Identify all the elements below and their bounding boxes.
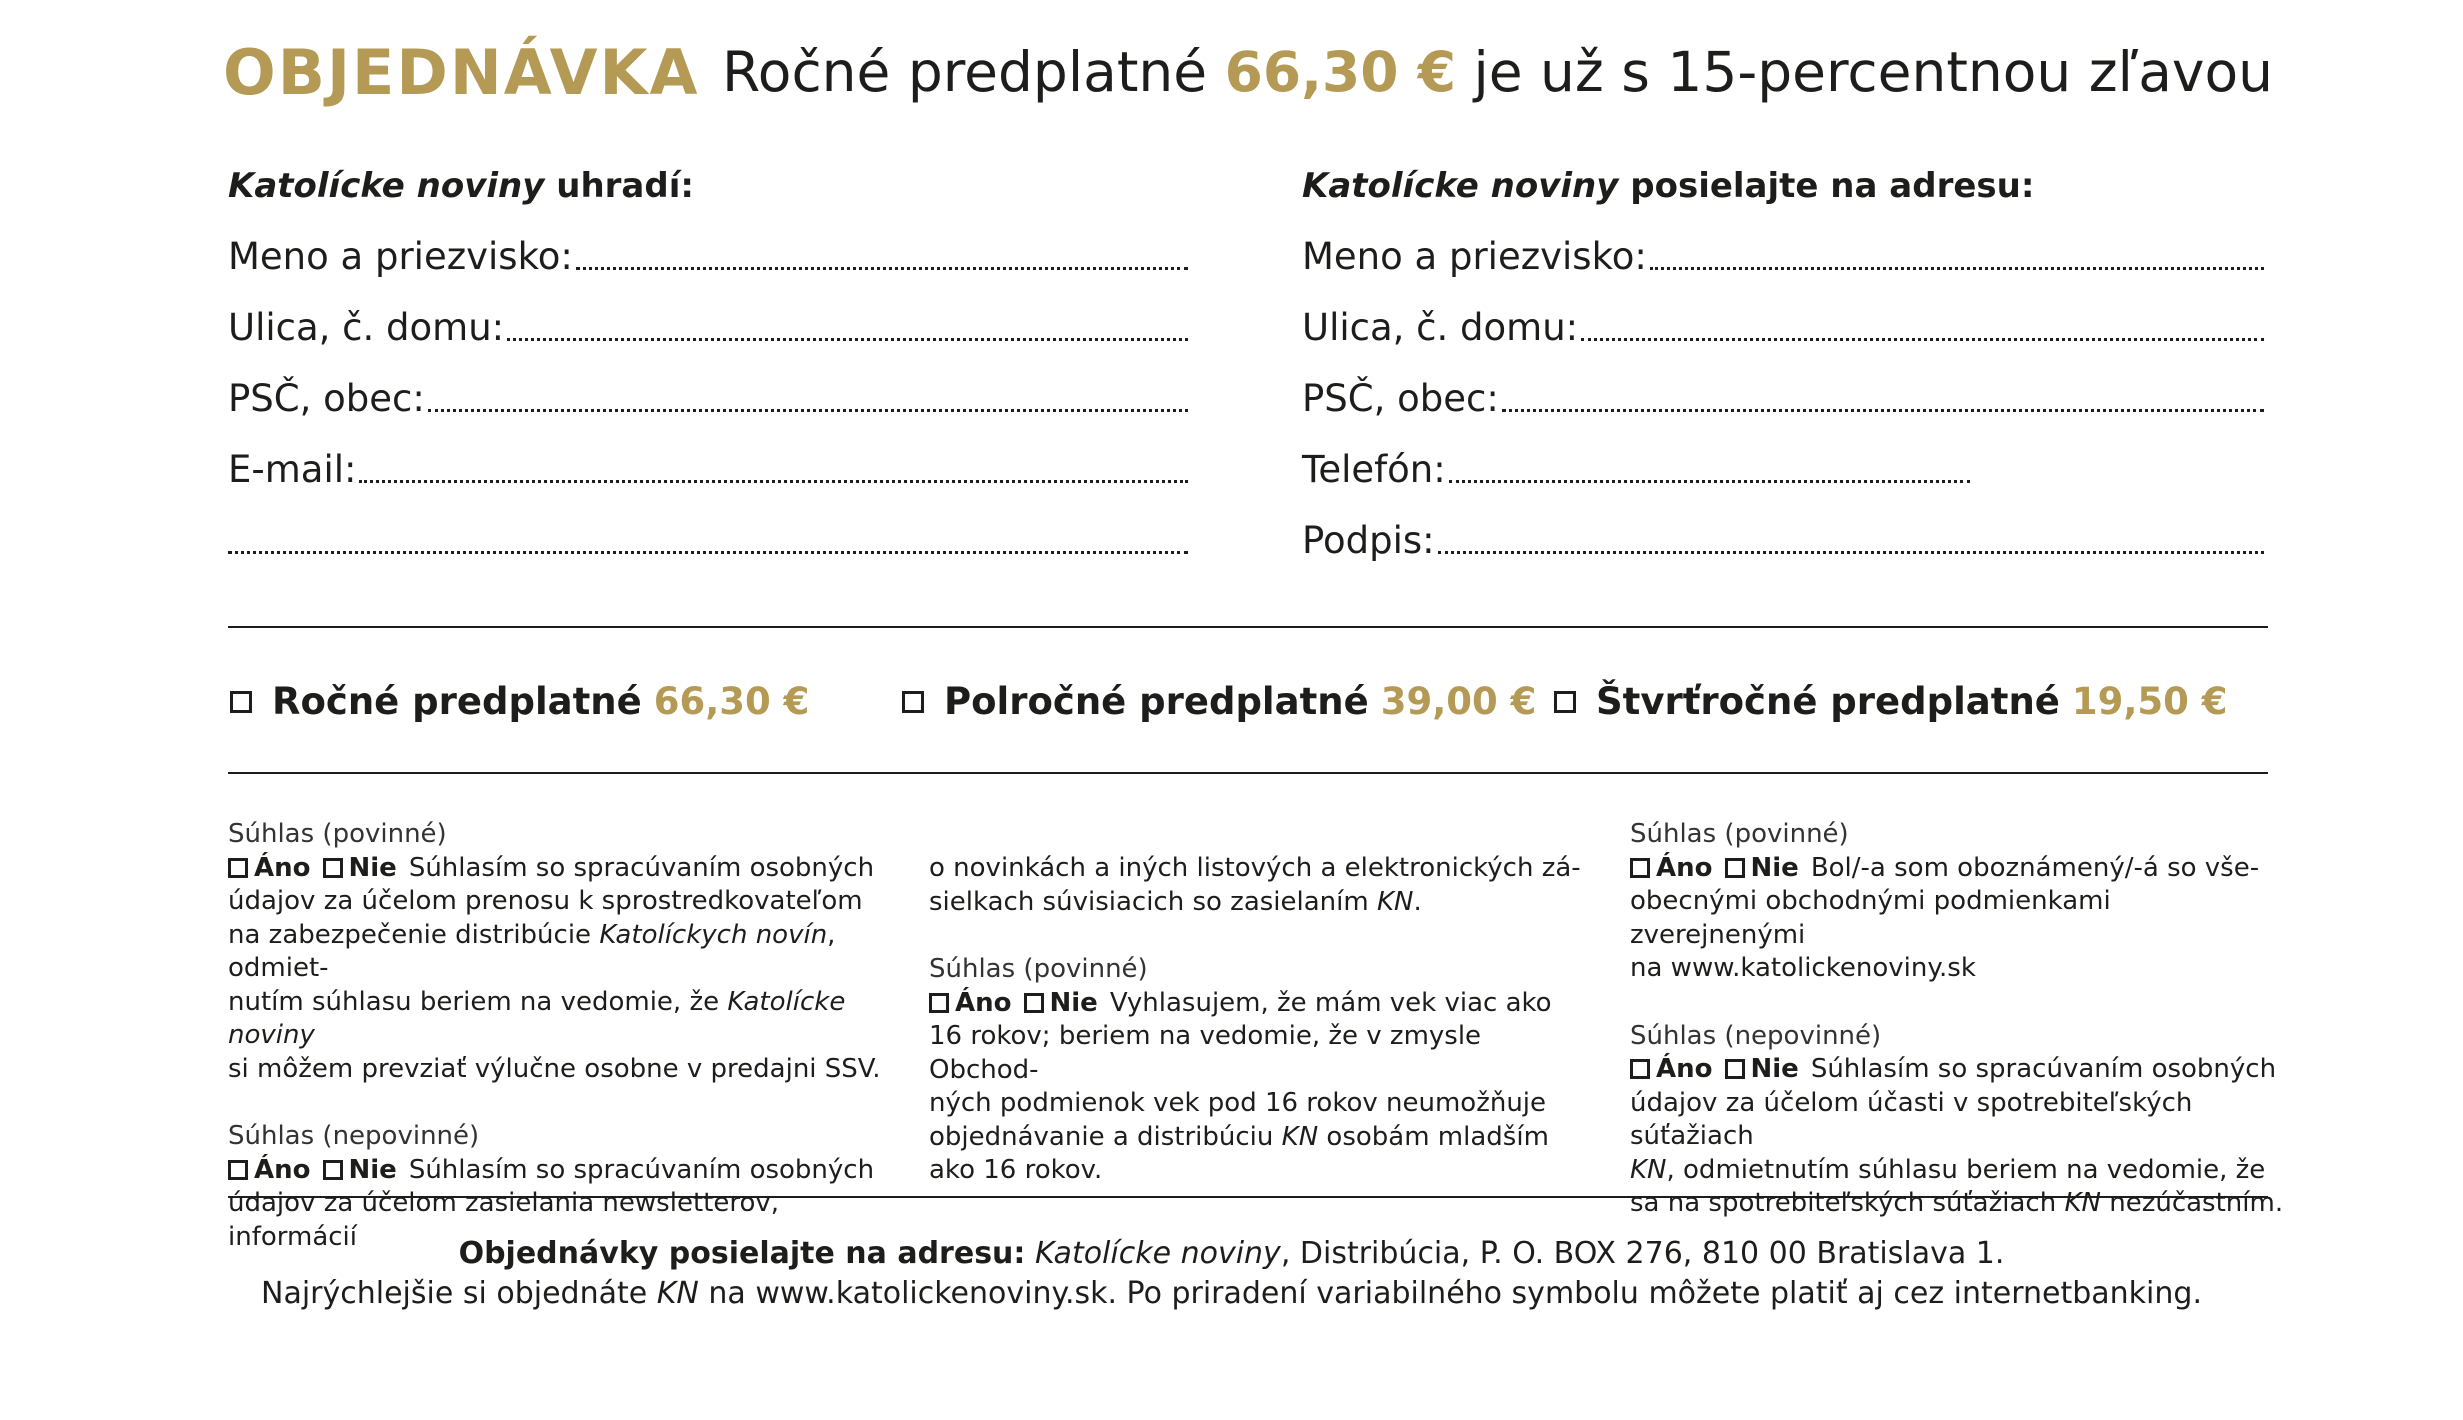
payer-city-line[interactable] — [428, 409, 1188, 412]
form-title: OBJEDNÁVKA — [223, 36, 700, 109]
recipient-name-field[interactable] — [1302, 228, 2264, 278]
consent-1-heading: Súhlas (povinné) — [228, 819, 447, 849]
recipient-signature-field[interactable] — [1302, 512, 2264, 562]
payer-street-label: Ulica, č. domu: — [228, 306, 505, 349]
consent-3-text: Vyhlasujem, že mám vek viac ako — [1109, 987, 1552, 1018]
consent-3-yes-label: Áno — [955, 987, 1012, 1018]
recipient-name-label: Meno a priezvisko: — [1302, 235, 1647, 278]
consent-4-yes-label: Áno — [1656, 852, 1713, 883]
consent-2-no-checkbox[interactable] — [323, 1160, 343, 1180]
consent-3-yes-checkbox[interactable] — [929, 993, 949, 1013]
recipient-phone-label: Telefón: — [1302, 448, 1446, 491]
headline-price: 66,30 € — [1224, 40, 1456, 104]
consent-column-1 — [228, 818, 888, 1254]
consent-2-line-4a: sielkach súvisiacich so zasielaním — [929, 886, 1377, 917]
recipient-city-line[interactable] — [1502, 409, 2264, 412]
consent-5-yes-checkbox[interactable] — [1630, 1059, 1650, 1079]
consent-3-no-checkbox[interactable] — [1024, 993, 1044, 1013]
consent-5-yes-label: Áno — [1656, 1054, 1713, 1084]
recipient-signature-label: Podpis: — [1302, 519, 1435, 562]
consent-2-line-3: o novinkách a iných listových a elektronických zá- — [929, 853, 1581, 883]
payer-extra-line[interactable] — [228, 551, 1188, 554]
headline — [722, 40, 2273, 104]
consent-5-text: Súhlasím so spracúvaním osobných — [1810, 1054, 2277, 1084]
recipient-fields — [1302, 228, 2264, 562]
consent-3-line-4c: osobám mladším — [1318, 1121, 1549, 1152]
consent-1-line-3b: Katolíckych novín — [599, 919, 828, 950]
consent-3-no-label: Nie — [1049, 987, 1098, 1018]
consent-3-heading: Súhlas (povinné) — [929, 954, 1148, 984]
payer-street-field[interactable] — [228, 299, 1188, 349]
payer-name-field[interactable] — [228, 228, 1188, 278]
payer-city-field[interactable] — [228, 370, 1188, 420]
payer-heading-rest: uhradí: — [544, 166, 694, 206]
consent-4-no-checkbox[interactable] — [1725, 858, 1745, 878]
footer-line-2b: na www.katolickenoviny.sk. Po priradení variabilného symbolu môžete platiť aj cez internetbanking. — [698, 1276, 2202, 1311]
option-quarter[interactable] — [1554, 680, 2228, 723]
consent-column-2 — [929, 852, 1589, 1188]
annual-price: 66,30 € — [653, 680, 810, 723]
footer-line-2a: Najrýchlejšie si objednáte — [261, 1276, 657, 1311]
consent-5-line-2: údajov za účelom účasti v spotrebiteľských súťažiach — [1630, 1087, 2193, 1151]
recipient-phone-field[interactable] — [1302, 441, 1970, 491]
quarter-checkbox[interactable] — [1554, 691, 1576, 713]
payer-email-line[interactable] — [359, 480, 1188, 483]
consent-1-yes-checkbox[interactable] — [228, 858, 248, 878]
recipient-signature-line[interactable] — [1438, 551, 2264, 554]
consent-4-line-3: na www.katolickenoviny.sk — [1630, 953, 1976, 983]
recipient-heading-rest: posielajte na adresu: — [1618, 166, 2035, 206]
consent-2-line-4c: . — [1413, 886, 1422, 917]
consent-4-no-label: Nie — [1750, 852, 1799, 883]
consent-4-yes-checkbox[interactable] — [1630, 858, 1650, 878]
payer-city-label: PSČ, obec: — [228, 377, 425, 420]
consent-1-line-3 — [228, 919, 888, 986]
recipient-city-label: PSČ, obec: — [1302, 377, 1499, 420]
halfyear-label: Polročné predplatné — [944, 680, 1369, 723]
consent-3-line-5: ako 16 rokov. — [929, 1155, 1103, 1185]
consent-1-yes-label: Áno — [254, 852, 311, 883]
recipient-city-field[interactable] — [1302, 370, 2264, 420]
consent-4-line-1 — [1630, 852, 2290, 886]
footer-address-label: Objednávky posielajte na adresu: — [458, 1236, 1026, 1271]
halfyear-price: 39,00 € — [1380, 680, 1537, 723]
consent-1-line-3a: na zabezpečenie distribúcie — [228, 919, 600, 950]
consent-3-line-1 — [929, 987, 1589, 1021]
payer-email-label: E-mail: — [228, 448, 357, 491]
consent-3-line-2: 16 rokov; beriem na vedomie, že v zmysle Obchod- — [929, 1021, 1482, 1085]
consent-2-line-2: údajov za účelom zasielania newsletterov, informácií — [228, 1188, 780, 1252]
divider-middle — [228, 772, 2268, 774]
consent-3-line-4b: KN — [1281, 1121, 1319, 1152]
consent-1-no-checkbox[interactable] — [323, 858, 343, 878]
headline-discount: je už s 15-percentnou zľavou — [1473, 40, 2273, 104]
consent-3-line-4a: objednávanie a distribúciu — [929, 1121, 1282, 1152]
footer-publication: Katolícke noviny — [1034, 1236, 1281, 1271]
consent-5-heading: Súhlas (nepovinné) — [1630, 1020, 1882, 1051]
quarter-label: Štvrťročné predplatné — [1596, 680, 2060, 723]
consent-1-line-2: údajov za účelom prenosu k sprostredkovateľom — [228, 886, 863, 916]
consent-5-no-label: Nie — [1750, 1054, 1799, 1084]
consent-4-text: Bol/-a som oboznámený/-á so vše- — [1810, 852, 2260, 883]
consent-1-line-4a: nutím súhlasu beriem na vedomie, že — [228, 986, 728, 1017]
payer-email-field[interactable] — [228, 441, 1188, 491]
footer-line-2 — [0, 1276, 2463, 1311]
recipient-heading-italic: Katolícke noviny — [1302, 166, 1619, 206]
payer-heading — [228, 166, 694, 206]
consent-2-line-4b: KN — [1376, 886, 1414, 917]
consent-5-line-4b: KN — [2064, 1188, 2101, 1218]
consent-5-line-3b: , odmietnutím súhlasu beriem na vedomie, že — [1666, 1154, 2266, 1185]
option-annual[interactable] — [230, 680, 809, 723]
recipient-phone-line[interactable] — [1449, 480, 1970, 483]
footer-line-2-kn: KN — [656, 1276, 699, 1311]
payer-name-label: Meno a priezvisko: — [228, 235, 573, 278]
divider-top — [228, 626, 2268, 628]
consent-5-line-1 — [1630, 1053, 2290, 1087]
consent-2-text: Súhlasím so spracúvaním osobných — [408, 1154, 875, 1185]
footer-line-1 — [0, 1236, 2463, 1271]
consent-2-yes-label: Áno — [254, 1154, 311, 1185]
consent-2-line-1 — [228, 1154, 888, 1188]
consent-1-line-1 — [228, 852, 888, 886]
divider-bottom — [228, 1196, 2268, 1198]
consent-4-heading: Súhlas (povinné) — [1630, 819, 1849, 849]
footer-address: , Distribúcia, P. O. BOX 276, 810 00 Bratislava 1. — [1280, 1236, 2005, 1271]
consent-2-line-4 — [929, 886, 1589, 920]
payer-name-line[interactable] — [576, 267, 1188, 270]
quarter-price: 19,50 € — [2071, 680, 2228, 723]
consent-5-line-3a: KN — [1630, 1154, 1667, 1185]
payer-street-line[interactable] — [507, 338, 1188, 341]
recipient-name-line[interactable] — [1650, 267, 2264, 270]
consent-2-yes-checkbox[interactable] — [228, 1160, 248, 1180]
payer-heading-italic: Katolícke noviny — [228, 166, 545, 206]
consent-2-heading: Súhlas (nepovinné) — [228, 1121, 480, 1151]
consent-1-no-label: Nie — [348, 852, 397, 883]
consent-5-line-3 — [1630, 1154, 2290, 1188]
consent-1-text: Súhlasím so spracúvaním osobných — [408, 852, 875, 883]
recipient-street-field[interactable] — [1302, 299, 2264, 349]
consent-1-line-4 — [228, 986, 888, 1053]
consent-3-line-3: ných podmienok vek pod 16 rokov neumožňuje — [929, 1088, 1547, 1118]
consent-1-line-5: si môžem prevziať výlučne osobne v predajni SSV. — [228, 1053, 881, 1084]
consent-5-line-4c: nezúčastním. — [2100, 1188, 2284, 1218]
consent-5-line-4 — [1630, 1187, 2290, 1221]
consent-3-line-4 — [929, 1121, 1589, 1155]
consent-2-no-label: Nie — [348, 1154, 397, 1185]
annual-label: Ročné predplatné — [272, 680, 642, 723]
consent-column-3 — [1630, 818, 2290, 1221]
consent-1-line-4b: Katolícke noviny — [228, 986, 846, 1050]
halfyear-checkbox[interactable] — [902, 691, 924, 713]
recipient-heading — [1302, 166, 2034, 206]
option-halfyear[interactable] — [902, 680, 1536, 723]
annual-checkbox[interactable] — [230, 691, 252, 713]
consent-5-no-checkbox[interactable] — [1725, 1059, 1745, 1079]
recipient-street-label: Ulica, č. domu: — [1302, 306, 1579, 349]
headline-text: Ročné predplatné — [722, 40, 1208, 104]
consent-1-line-3c: , odmiet- — [228, 919, 836, 983]
payer-fields — [228, 228, 1188, 562]
payer-extra-field[interactable] — [228, 512, 1188, 562]
recipient-street-line[interactable] — [1581, 338, 2264, 341]
consent-5-line-4a: sa na spotrebiteľských súťažiach — [1630, 1188, 2065, 1218]
consent-4-line-2: obecnými obchodnými podmienkami zverejnenými — [1630, 886, 2111, 950]
